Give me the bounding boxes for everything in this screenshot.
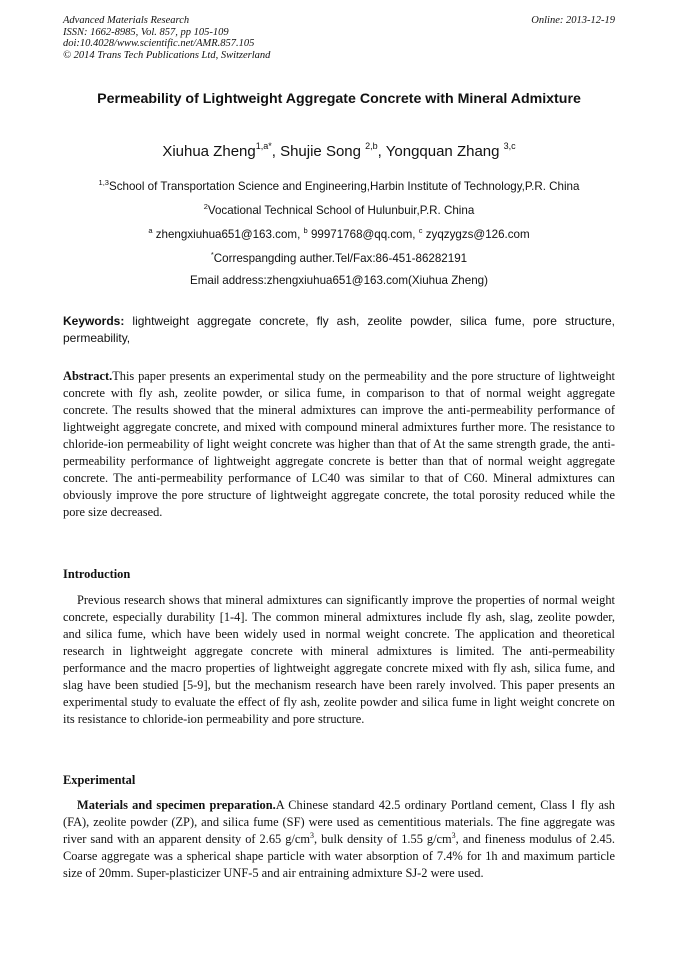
unit-sup: 3 (310, 830, 314, 840)
abstract-text: This paper presents an experimental study on the permeability and the pore structure of lightweight concrete with fly ash, zeolite powder, or silica fume, in comparison to that of normal weight aggregate concrete. The results showed that the mineral admixtures can improve the anti-permeability performance of lightweight aggregate concrete, and mixed with compound mineral admixtures further more. The resistance to chloride-ion permeability of light weight concrete was higher than that of At the same strength grade, the anti-permeability performance of lightweight aggregate concrete is better than that of normal weight aggregate concrete. The anti-permeability performance of LC40 was similar to that of C60. Mineral admixtures can obviously improve the pore structure of lightweight aggregate concrete, the total porosity reduced while the pore size decreased. (63, 369, 615, 519)
email-sup: c (418, 226, 423, 235)
author-name: Xiuhua Zheng (162, 143, 256, 160)
experimental-text: , bulk density of 1.55 g/cm (314, 832, 452, 846)
email-line (40, 226, 638, 241)
affiliation-text: School of Transportation Science and Engineering,Harbin Institute of Technology,P.R. China (108, 179, 580, 193)
materials-subheading: Materials and specimen preparation. (77, 798, 276, 812)
affiliation-2 (40, 202, 638, 217)
email-sup: a (148, 226, 153, 235)
introduction-heading: Introduction (63, 567, 131, 581)
author-name: Yongquan Zhang (385, 143, 500, 160)
online-date: Online: 2013-12-19 (531, 15, 615, 26)
introduction-body (63, 592, 615, 728)
abstract (63, 368, 615, 521)
experimental-text: , and fineness modulus of 2.45. Coarse aggregate was a spherical shape particle with water absorption of 7.4% for 1h and maximum particle size of 20mm. Super-plasticizer UNF-5 and air entraining admixture SJ-2 were used. (63, 832, 616, 880)
author-sup: 2,b (365, 141, 378, 151)
experimental-text: A Chinese standard 42.5 ordinary Portland cement, Class Ⅰ fly ash (FA), zeolite powder (ZP), and silica fume (SF) were used as cementitious materials. The fine aggregate was river sand with an apparent density of 2.65 g/cm (63, 798, 615, 846)
email-a: zhengxiuhua651@163.com, (155, 227, 301, 241)
email-c: zyqzygzs@126.com (425, 227, 530, 241)
experimental-body (63, 797, 615, 882)
affiliation-sup: 2 (203, 202, 208, 211)
author-list: Xiuhua Zheng$^{1,a*}$, Shujie Song $^{2,b}$, Yongquan Zhang $^{3,c}$ (162, 141, 516, 160)
affiliation-text: Vocational Technical School of Hulunbuir,P.R. China (207, 203, 475, 217)
journal-name: Advanced Materials Research (63, 15, 190, 26)
corr-sup: * (210, 250, 214, 259)
doi-line: doi:10.4028/www.scientific.net/AMR.857.105 (63, 38, 255, 49)
journal-header (63, 15, 615, 61)
copyright-line: © 2014 Trans Tech Publications Ltd, Switzerland (63, 49, 271, 61)
keywords (63, 313, 615, 347)
introduction-paragraph: Previous research shows that mineral admixtures can significantly improve the properties of normal weight concrete, especially durability [1-4]. The common mineral admixtures include fly ash, slag, zeolite powder, and silica fume, which have been widely used in normal weight concrete. The application and theoretical research in lightweight aggregate concrete with mineral admixtures is limited. The anti-permeability performance and the macro properties of lightweight aggregate concrete mixed with fly ash, silica fume, and slag have been studied [5-9], but the mechanism research have been rarely involved. This paper presents an experimental study to evaluate the effect of fly ash, zeolite powder and silica fume in light weight concrete on its resistance to chloride-ion permeability and pore structure. (63, 593, 615, 726)
correspondence-line (40, 250, 638, 265)
affiliation-sup: 1,3 (98, 178, 109, 187)
author-sup: 1,a* (255, 141, 272, 151)
corr-text: Correspangding auther.Tel/Fax:86-451-86282191 (213, 251, 468, 265)
keywords-label: Keywords: (63, 314, 125, 328)
abstract-label: Abstract. (63, 369, 113, 383)
email-sup: b (303, 226, 308, 235)
email-b: 99971768@qq.com, (310, 227, 416, 241)
experimental-paragraph (63, 797, 615, 882)
unit-sup: 3 (451, 830, 456, 840)
paper-title: Permeability of Lightweight Aggregate Concrete with Mineral Admixture (97, 91, 581, 107)
keywords-text: lightweight aggregate concrete, fly ash, zeolite powder, silica fume, pore structure, permeability, (63, 314, 615, 345)
author-sup: 3,c (503, 141, 516, 151)
issn-line: ISSN: 1662-8985, Vol. 857, pp 105-109 (63, 26, 229, 38)
affiliation-1 (40, 178, 638, 193)
email-address-line: Email address:zhengxiuhua651@163.com(Xiuhua Zheng) (190, 274, 488, 287)
experimental-heading: Experimental (63, 773, 136, 787)
author-name: Shujie Song (280, 143, 361, 160)
